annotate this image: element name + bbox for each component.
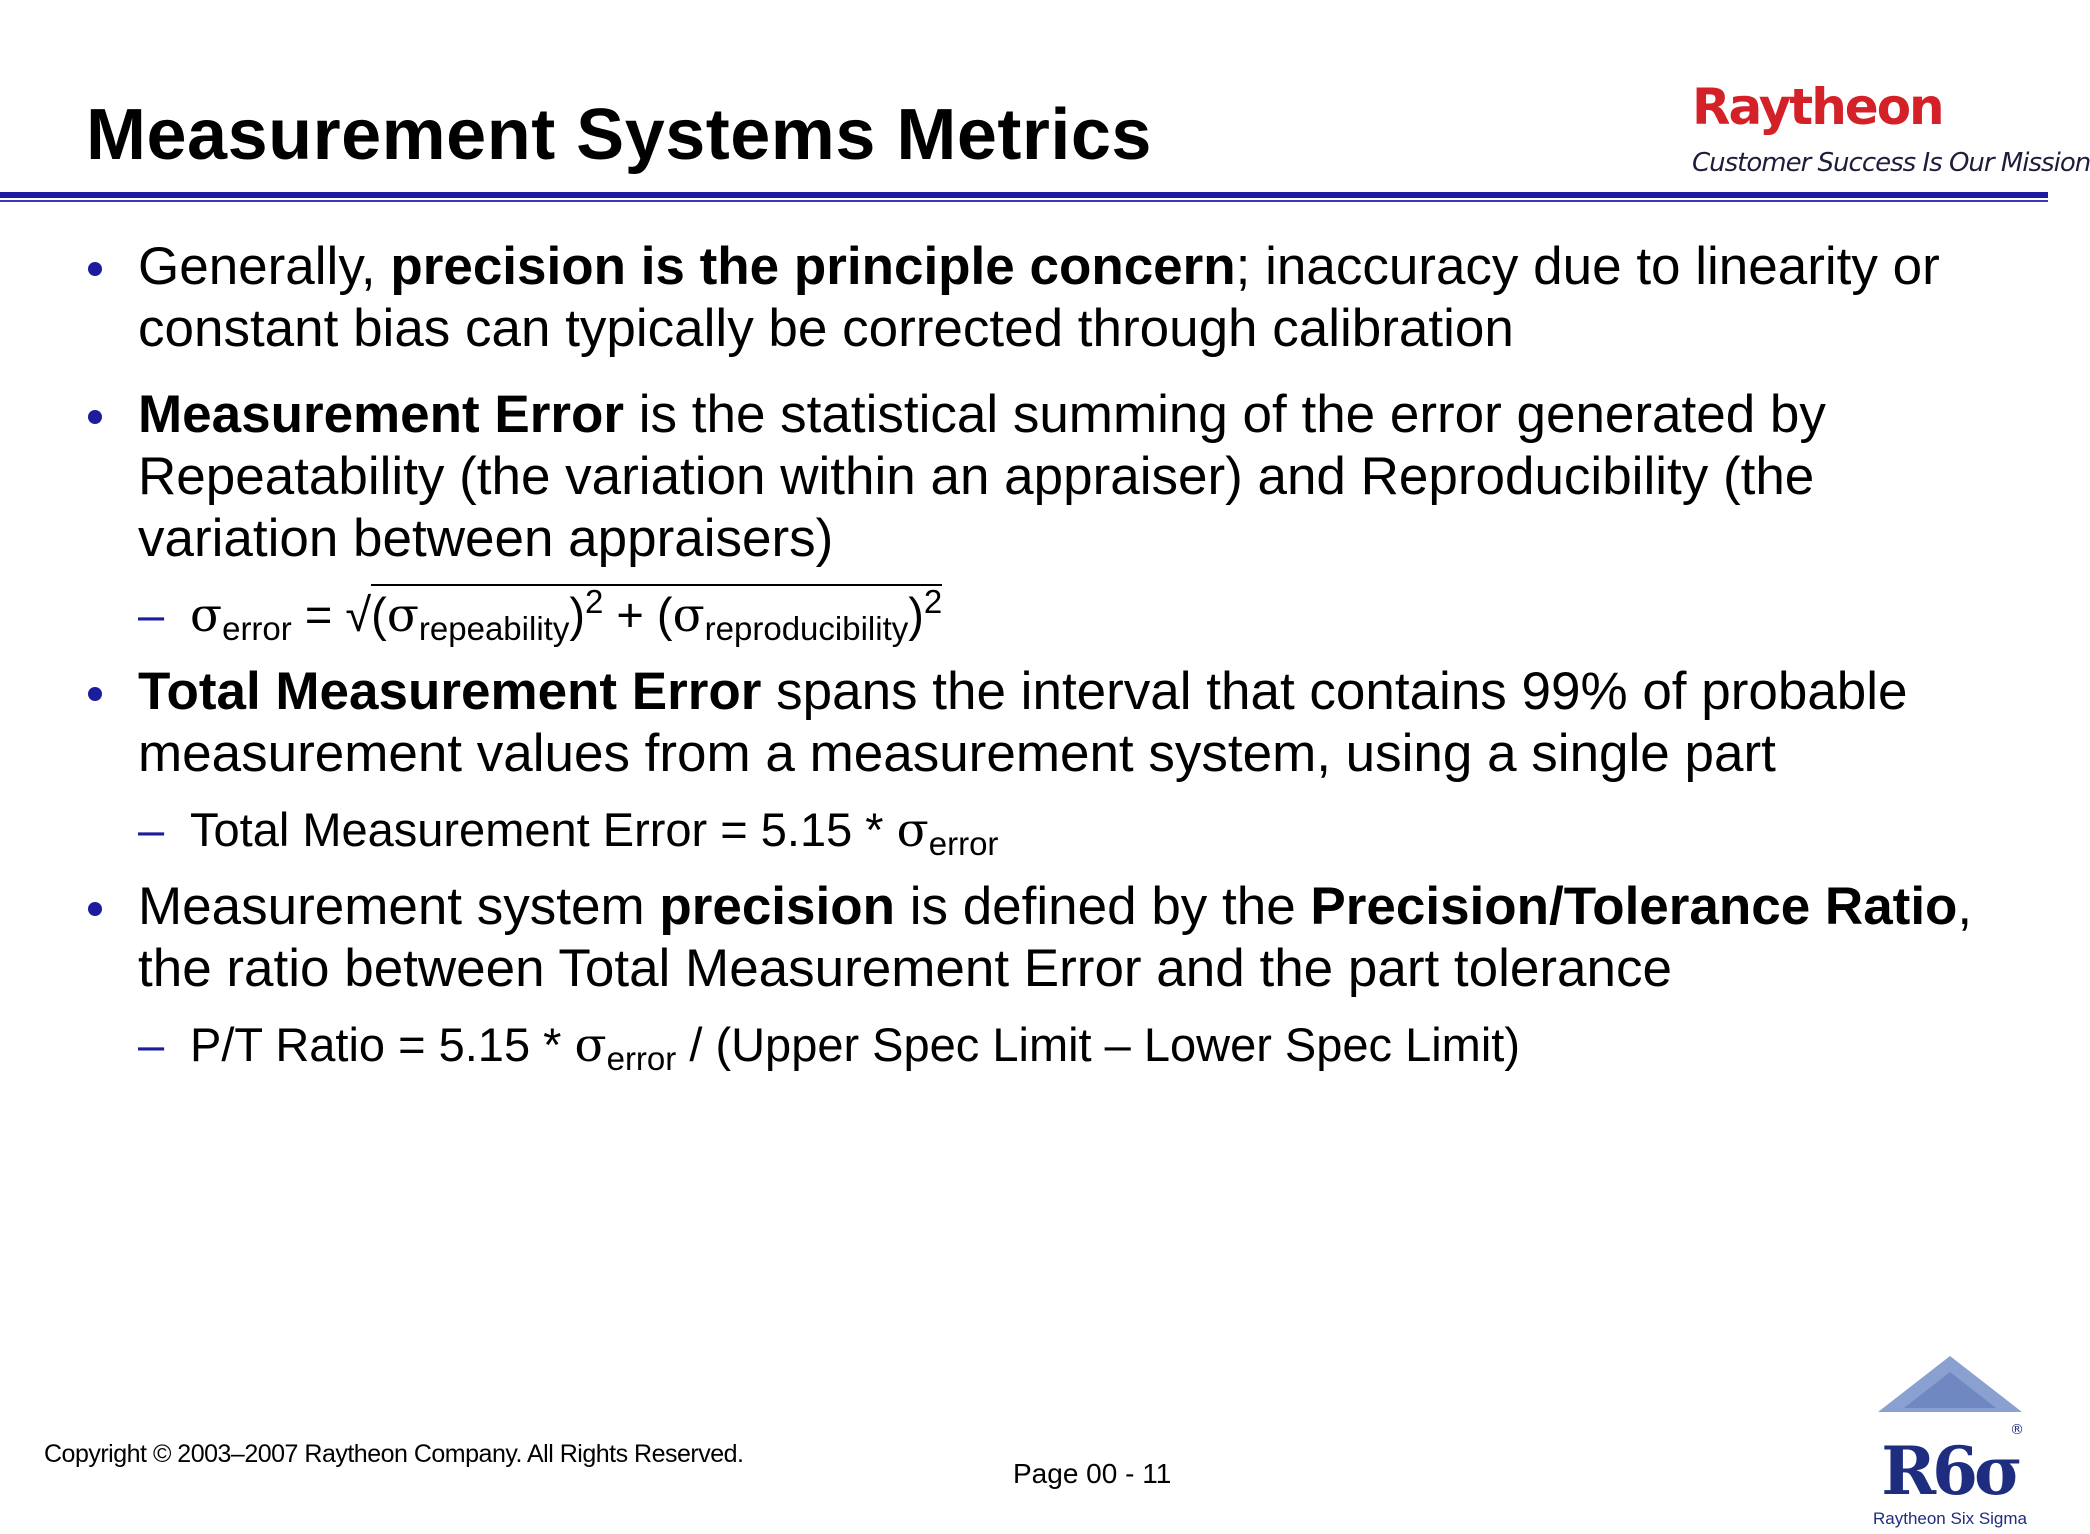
formula-exponent: 2 <box>584 583 604 620</box>
radicand <box>371 583 943 647</box>
formula-text: P/T Ratio = 5.15 * <box>190 1018 575 1071</box>
registered-mark: ® <box>2010 1422 2024 1438</box>
header-rule-thin <box>0 200 2048 202</box>
raytheon-tagline: Customer Success Is Our Mission <box>1692 148 2090 178</box>
raytheon-logo: Raytheon <box>1692 78 1943 136</box>
bullet-emphasis: precision is the principle concern <box>390 237 1236 296</box>
bullet-emphasis: Measurement Error <box>138 385 625 444</box>
sigma-symbol: σ <box>896 803 929 858</box>
sub-bullet-dash: – <box>138 803 165 856</box>
sigma-symbol: σ <box>386 588 419 643</box>
formula-subscript: error <box>606 1040 677 1077</box>
bullet-dot <box>88 262 102 276</box>
sigma-symbol: σ <box>574 1018 607 1073</box>
bullet-text: is defined by the <box>894 877 1311 936</box>
bullet-precision-tolerance <box>0 876 2048 1000</box>
sigma-symbol: σ <box>672 588 705 643</box>
raytheon-six-sigma-logo <box>1870 1354 2030 1534</box>
bullet-dot <box>88 687 102 701</box>
sub-bullet-dash: – <box>138 588 165 641</box>
formula-text: ( <box>371 588 387 641</box>
bullet-precision-concern <box>0 236 2048 360</box>
bullet-measurement-error <box>0 384 2048 570</box>
radical-symbol: √ <box>345 588 372 641</box>
bullet-text: spans the interval that contains 99% of probable measurement values from a measurement system, using a single part <box>138 662 1908 783</box>
bullet-dot <box>88 902 102 916</box>
bullet-text: Measurement system <box>138 877 660 936</box>
formula-total-measurement-error <box>0 799 2048 862</box>
sigma-symbol: σ <box>190 588 223 643</box>
slide-body <box>0 236 2048 1077</box>
page-number: Page 00 - 11 <box>1013 1458 1172 1489</box>
bullet-emphasis: Total Measurement Error <box>138 662 762 721</box>
bullet-text: is the statistical summing of the error generated by Repeatability (the variation within an appraiser) and Reproducibility (the variation between appraisers) <box>138 385 1826 568</box>
bullet-text: ; inaccuracy due to linearity or constant bias can typically be corrected through calibration <box>138 237 1940 358</box>
formula-pt-ratio <box>0 1014 2048 1077</box>
formula-subscript: error <box>222 610 292 647</box>
bullet-dot <box>88 410 102 424</box>
formula-sigma-error <box>0 584 2048 647</box>
bullet-total-measurement-error <box>0 661 2048 785</box>
formula-text: ) <box>908 588 924 641</box>
bullet-emphasis: precision <box>659 877 895 936</box>
copyright-notice: Copyright © 2003–2007 Raytheon Company. All Rights Reserved. <box>44 1440 744 1468</box>
six-sigma-label: Raytheon Six Sigma <box>1872 1509 2028 1528</box>
formula-text: / (Upper Spec Limit – Lower Spec Limit) <box>676 1018 1520 1071</box>
formula-text: + ( <box>603 588 673 641</box>
formula-subscript: error <box>928 825 999 862</box>
formula-exponent: 2 <box>923 583 943 620</box>
bullet-text: Generally, <box>138 237 391 296</box>
formula-text: ) <box>569 588 585 641</box>
header-rule <box>0 192 2048 198</box>
formula-text: Total Measurement Error = 5.15 * <box>190 803 897 856</box>
bullet-text: , the ratio between Total Measurement Error and the part tolerance <box>138 877 1973 998</box>
slide-title: Measurement Systems Metrics <box>86 95 1152 175</box>
formula-subscript: repeability <box>418 610 570 647</box>
bullet-emphasis: Precision/Tolerance Ratio <box>1310 877 1958 936</box>
formula-subscript: reproducibility <box>704 610 909 647</box>
sub-bullet-dash: – <box>138 1018 165 1071</box>
formula-text: = <box>291 588 346 641</box>
r6-sigma-mark: R6σ <box>1881 1432 2019 1510</box>
